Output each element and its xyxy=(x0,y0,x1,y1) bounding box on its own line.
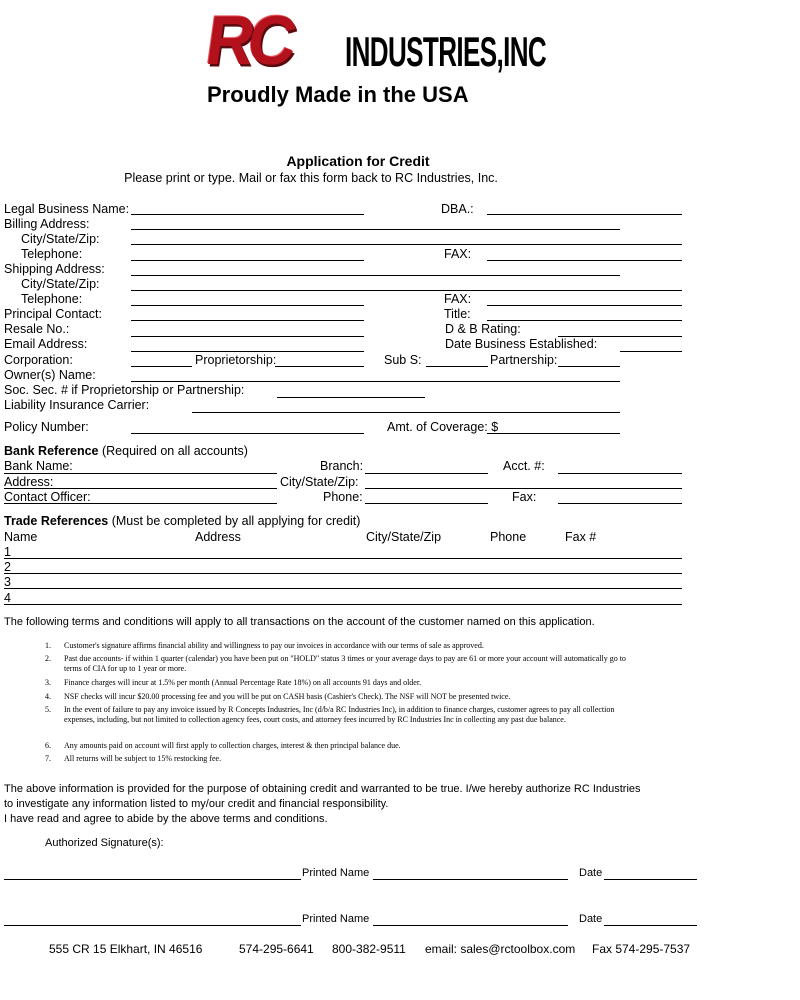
billing-telephone-field[interactable] xyxy=(131,260,364,261)
shipping-fax-label: FAX: xyxy=(444,292,472,306)
printed-name-field[interactable] xyxy=(373,925,568,926)
branch-field[interactable] xyxy=(365,473,488,474)
signature-field[interactable] xyxy=(4,879,301,880)
email-address-label: Email Address: xyxy=(4,337,88,351)
bank-city-state-zip-label: City/State/Zip: xyxy=(280,475,359,489)
title-label: Title: xyxy=(444,307,471,321)
principal-contact-label: Principal Contact: xyxy=(4,307,102,321)
corporation-field[interactable] xyxy=(131,366,192,367)
tagline: Proudly Made in the USA xyxy=(207,82,469,107)
proprietorship-field[interactable] xyxy=(275,366,364,367)
terms-item-text: Past due accounts- if within 1 quarter (calendar) you have been put on "HOLD" status 3 times or your average days to pay are 61 or more your account will automatically go to terms of CIA for up to 1 year or more. xyxy=(64,654,626,673)
terms-item-text: Any amounts paid on account will first apply to collection charges, interest & then principal balance due. xyxy=(64,741,401,750)
terms-item-number: 5. xyxy=(45,705,51,714)
resale-no-label: Resale No.: xyxy=(4,322,70,336)
sub-s-label: Sub S: xyxy=(384,353,422,367)
trade-row-line[interactable] xyxy=(4,573,682,574)
authorization-line-2: to investigate any information listed to my/our credit and financial responsibility. xyxy=(4,798,389,810)
terms-item-number: 4. xyxy=(45,692,51,701)
terms-item-number: 6. xyxy=(45,741,51,750)
logo-industries-text: INDUSTRIES,INC xyxy=(345,28,547,75)
bank-reference-heading xyxy=(4,444,248,458)
trade-references-heading xyxy=(4,514,360,528)
shipping-city-state-zip-field[interactable] xyxy=(131,290,682,291)
bank-address-field[interactable] xyxy=(4,488,277,489)
shipping-address-field[interactable] xyxy=(131,275,620,276)
billing-fax-label: FAX: xyxy=(444,247,472,261)
bank-city-state-zip-field[interactable] xyxy=(365,488,682,489)
shipping-telephone-label: Telephone: xyxy=(21,292,83,306)
policy-number-field[interactable] xyxy=(131,433,364,434)
bank-name-label: Bank Name: xyxy=(4,459,73,473)
terms-item-text: NSF checks will incur $20.00 processing fee and you will be put on CASH basis (Cashier's Check). The NSF will NOT be presented twice. xyxy=(64,692,511,701)
trade-row-line[interactable] xyxy=(4,604,682,605)
logo-rc-mark: RC xyxy=(201,1,296,79)
bank-heading-bold: Bank Reference xyxy=(4,444,99,458)
billing-address-field[interactable] xyxy=(131,229,620,230)
footer-email[interactable]: email: sales@rctoolbox.com xyxy=(425,942,576,956)
amt-coverage-label: Amt. of Coverage: $ xyxy=(387,420,499,434)
shipping-fax-field[interactable] xyxy=(487,305,682,306)
corporation-label: Corporation: xyxy=(4,353,73,367)
trade-col-address: Address xyxy=(195,530,241,544)
terms-item-text: Finance charges will incur at 1.5% per month (Annual Percentage Rate 18%) on all accounts 91 days and older. xyxy=(64,678,422,687)
billing-address-label: Billing Address: xyxy=(4,217,90,231)
terms-item-number: 1. xyxy=(45,641,51,650)
trade-row-number: 4 xyxy=(4,591,11,605)
owners-name-field[interactable] xyxy=(131,381,620,382)
bank-name-field[interactable] xyxy=(4,473,277,474)
policy-number-label: Policy Number: xyxy=(4,420,89,434)
contact-officer-label: Contact Officer: xyxy=(4,490,91,504)
contact-officer-field[interactable] xyxy=(4,503,277,504)
terms-item-text: All returns will be subject to 15% restocking fee. xyxy=(64,754,222,763)
date-established-field[interactable] xyxy=(620,351,682,352)
authorized-signature-label: Authorized Signature(s): xyxy=(45,837,164,849)
footer-address: 555 CR 15 Elkhart, IN 46516 xyxy=(49,942,203,956)
footer-fax: Fax 574-295-7537 xyxy=(592,942,691,956)
date-field[interactable] xyxy=(604,925,697,926)
trade-col-name: Name xyxy=(4,530,38,544)
trade-heading-bold: Trade References xyxy=(4,514,109,528)
trade-row-line[interactable] xyxy=(4,588,682,589)
bank-heading-note: (Required on all accounts) xyxy=(98,444,248,458)
soc-sec-label: Soc. Sec. # if Proprietorship or Partnership: xyxy=(4,383,245,397)
company-logo xyxy=(201,1,547,108)
date-established-label: Date Business Established: xyxy=(445,337,598,351)
footer-phone-tollfree: 800-382-9511 xyxy=(332,942,406,956)
trade-heading-note: (Must be completed by all applying for credit) xyxy=(108,514,361,528)
shipping-address-label: Shipping Address: xyxy=(4,262,105,276)
amt-coverage-field[interactable] xyxy=(487,433,620,434)
liability-carrier-label: Liability Insurance Carrier: xyxy=(4,398,150,412)
billing-city-state-zip-field[interactable] xyxy=(131,244,682,245)
acct-field[interactable] xyxy=(558,473,682,474)
title-field[interactable] xyxy=(487,320,682,321)
liability-carrier-field[interactable] xyxy=(192,412,620,413)
bank-fax-label: Fax: xyxy=(512,490,537,504)
billing-city-state-zip-label: City/State/Zip: xyxy=(21,232,100,246)
bank-phone-field[interactable] xyxy=(365,503,488,504)
date-label: Date xyxy=(579,913,603,925)
printed-name-label: Printed Name xyxy=(302,913,370,925)
printed-name-field[interactable] xyxy=(373,879,568,880)
partnership-label: Partnership: xyxy=(490,353,558,367)
footer-phone-local: 574-295-6641 xyxy=(239,942,314,956)
principal-contact-field[interactable] xyxy=(131,320,364,321)
form-subtitle: Please print or type. Mail or fax this form back to RC Industries, Inc. xyxy=(124,171,498,185)
acct-label: Acct. #: xyxy=(503,459,545,473)
partnership-field[interactable] xyxy=(558,366,620,367)
terms-item-number: 7. xyxy=(45,754,51,763)
terms-list xyxy=(45,641,645,771)
bank-fax-field[interactable] xyxy=(558,503,682,504)
trade-col-phone: Phone xyxy=(490,530,527,544)
dba-field[interactable] xyxy=(487,214,682,215)
branch-label: Branch: xyxy=(320,459,364,473)
bank-phone-label: Phone: xyxy=(323,490,363,504)
proprietorship-label: Proprietorship: xyxy=(195,353,277,367)
trade-col-city-state-zip: City/State/Zip xyxy=(366,530,442,544)
soc-sec-field[interactable] xyxy=(277,397,425,398)
dba-label: DBA.: xyxy=(441,202,474,216)
owners-name-label: Owner(s) Name: xyxy=(4,368,96,382)
trade-row-number: 1 xyxy=(4,545,11,559)
date-label: Date xyxy=(579,867,603,879)
shipping-telephone-field[interactable] xyxy=(131,305,364,306)
legal-business-name-field[interactable] xyxy=(131,214,364,215)
authorization-line-1: The above information is provided for the purpose of obtaining credit and warranted to be true. I/we hereby authorize RC Industries xyxy=(4,783,641,795)
billing-fax-field[interactable] xyxy=(487,260,682,261)
printed-name-label: Printed Name xyxy=(302,867,370,879)
terms-item-text: In the event of failure to pay any invoice issued by R Concepts Industries, Inc (d/b/a RC Industries Inc), in addition to finance charges, customer agrees to pay all collection expenses, including, but not limited to collection agency fees, court costs, and attorney fees incurred by RC Industries Inc in collecting any past due balance. xyxy=(64,705,615,724)
sub-s-field[interactable] xyxy=(426,366,488,367)
db-rating-label: D & B Rating: xyxy=(445,322,521,336)
trade-row-line[interactable] xyxy=(4,558,682,559)
terms-item-number: 3. xyxy=(45,678,51,687)
trade-col-fax: Fax # xyxy=(565,530,597,544)
terms-item-number: 2. xyxy=(45,654,51,663)
date-field[interactable] xyxy=(604,879,697,880)
shipping-city-state-zip-label: City/State/Zip: xyxy=(21,277,100,291)
billing-telephone-label: Telephone: xyxy=(21,247,83,261)
form-title: Application for Credit xyxy=(286,153,430,169)
legal-business-name-label: Legal Business Name: xyxy=(4,202,130,216)
resale-no-field[interactable] xyxy=(131,336,364,337)
bank-address-label: Address: xyxy=(4,475,54,489)
trade-row-number: 2 xyxy=(4,560,11,574)
signature-field[interactable] xyxy=(4,925,301,926)
authorization-line-3: I have read and agree to abide by the above terms and conditions. xyxy=(4,813,328,825)
email-address-field[interactable] xyxy=(131,351,364,352)
terms-intro: The following terms and conditions will apply to all transactions on the account of the customer named on this application. xyxy=(4,616,595,628)
terms-item-text: Customer's signature affirms financial ability and willingness to pay our invoices in accordance with our terms of sale as approved. xyxy=(64,641,484,650)
trade-row-number: 3 xyxy=(4,575,11,589)
